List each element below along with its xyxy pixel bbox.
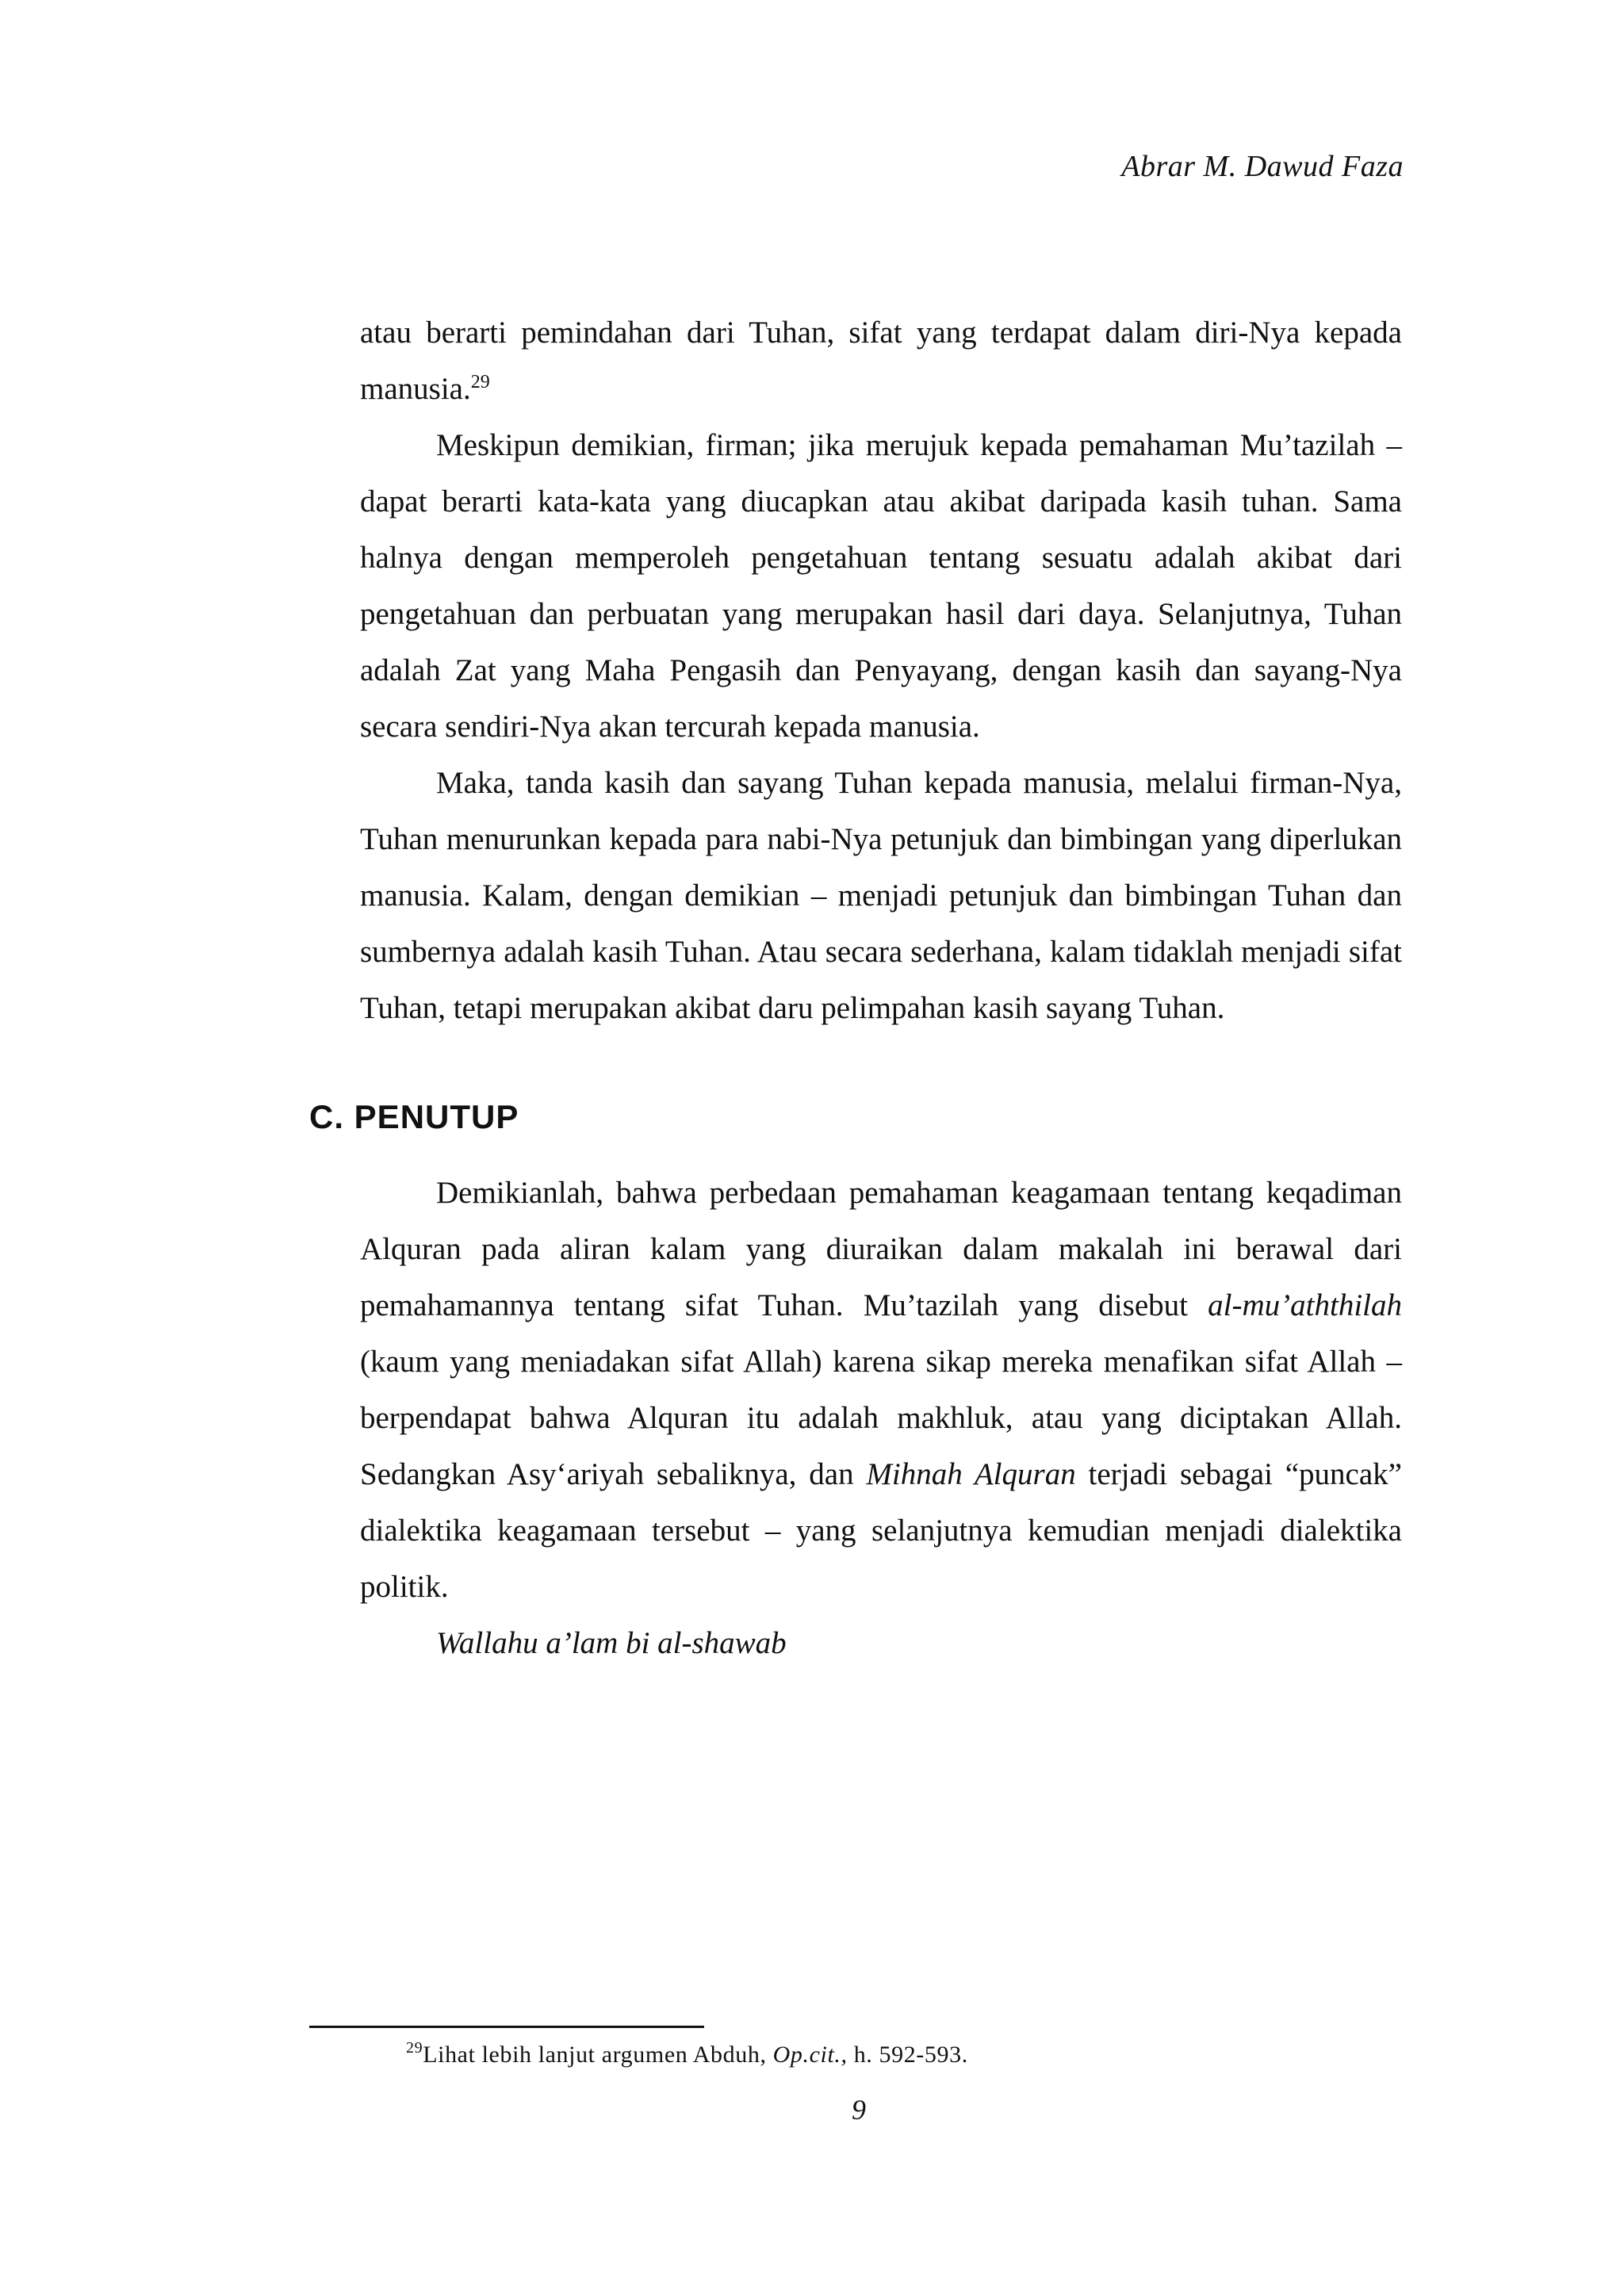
conclusion-term-2: Mihnah Alquran	[866, 1457, 1076, 1491]
footnote-separator	[309, 2026, 704, 2028]
footnote-text: Lihat lebih lanjut argumen Abduh,	[423, 2042, 773, 2068]
running-header: Abrar M. Dawud Faza	[1121, 150, 1404, 183]
page-number: 9	[852, 2094, 866, 2126]
closing-phrase: Wallahu a’lam bi al-shawab	[436, 1626, 787, 1660]
paragraph-1-text: atau berarti pemindahan dari Tuhan, sifat yang terdapat dalam diri-Nya kepada manusia.	[360, 316, 1402, 406]
conclusion-term-1: al-mu’aththilah	[1208, 1288, 1402, 1322]
conclusion-text-a: Demikianlah, bahwa perbedaan pemahaman keagamaan tentang keqadiman Alquran pada aliran kalam yang diuraikan dalam makalah ini berawal dari pemahamannya tentang sifat Tuhan. Mu’tazilah yang disebut	[360, 1176, 1402, 1322]
conclusion-paragraph	[360, 1165, 1402, 1615]
paragraph-1	[360, 304, 1402, 417]
section-heading: C. PENUTUP	[309, 1098, 519, 1135]
footnote-ref: 29	[470, 372, 490, 392]
paragraph-3-text: Maka, tanda kasih dan sayang Tuhan kepada manusia, melalui firman-Nya, Tuhan menurunkan kepada para nabi-Nya petunjuk dan bimbingan yang diperlukan manusia. Kalam, dengan demikian – menjadi petunjuk dan bimbingan Tuhan dan sumbernya adalah kasih Tuhan. Atau secara sederhana, kalam tidaklah menjadi sifat Tuhan, tetapi merupakan akibat daru pelimpahan kasih sayang Tuhan.	[360, 766, 1402, 1025]
conclusion-text-c: (kaum yang meniadakan sifat Allah) karena sikap mereka menafikan sifat Allah – berpendapat bahwa Alquran itu adalah makhluk, atau yang diciptakan Allah. Sedangkan Asy‘ariyah sebaliknya, dan	[360, 1345, 1402, 1491]
footnote-pages: h. 592-593.	[847, 2042, 968, 2068]
paragraph-2	[360, 417, 1402, 755]
conclusion-text-e: terjadi sebagai “puncak” dialektika keagamaan tersebut – yang selanjutnya kemudian menjadi dialektika politik.	[360, 1457, 1402, 1604]
footnote-citation: Op.cit.,	[772, 2042, 848, 2068]
paragraph-2-text: Meskipun demikian, firman; jika merujuk kepada pemahaman Mu’tazilah – dapat berarti kata-kata yang diucapkan atau akibat daripada kasih tuhan. Sama halnya dengan memperoleh pengetahuan tentang sesuatu adalah akibat dari pengetahuan dan perbuatan yang merupakan hasil dari daya. Selanjutnya, Tuhan adalah Zat yang Maha Pengasih dan Penyayang, dengan kasih dan sayang-Nya secara sendiri-Nya akan tercurah kepada manusia.	[360, 428, 1402, 744]
paragraph-3	[360, 755, 1402, 1036]
footnote-number: 29	[406, 2039, 423, 2057]
footnote	[406, 2039, 968, 2068]
